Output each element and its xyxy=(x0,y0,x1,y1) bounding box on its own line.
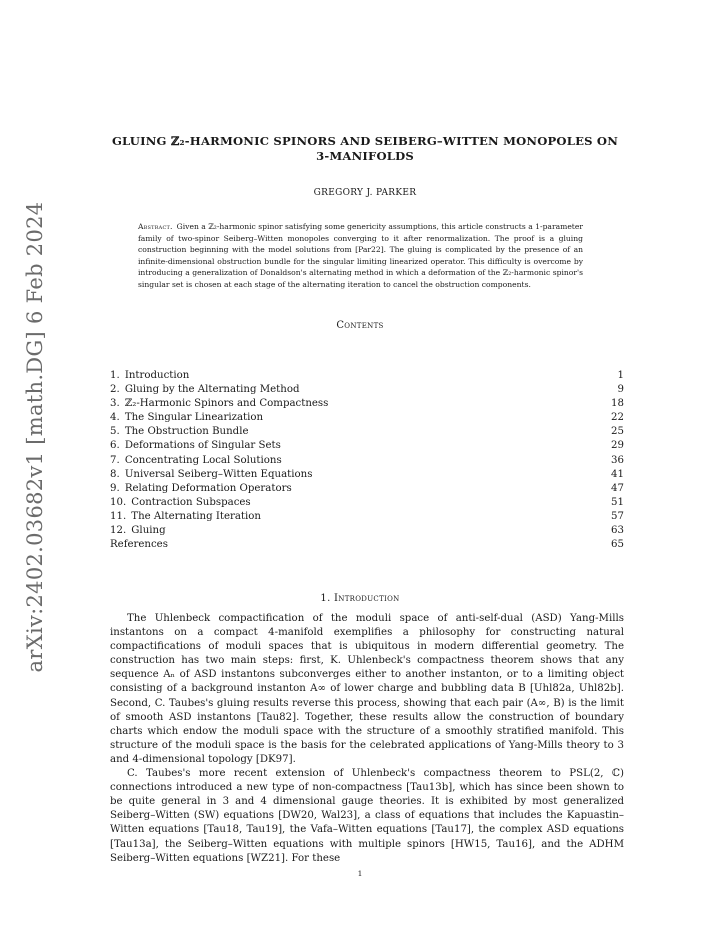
toc-entry[interactable] xyxy=(110,439,624,453)
toc-entry-label: Deformations of Singular Sets xyxy=(124,440,281,452)
toc-entry-label: Contraction Subspaces xyxy=(131,496,251,508)
body-text xyxy=(110,612,624,866)
toc-entry-number: 11. xyxy=(110,510,127,522)
toc-entry[interactable] xyxy=(110,411,624,425)
toc-entry[interactable] xyxy=(110,524,624,538)
toc-entry[interactable] xyxy=(110,454,624,468)
toc-entry-number: 9. xyxy=(110,482,120,494)
toc-entry-number: 12. xyxy=(110,525,127,537)
toc-entry[interactable] xyxy=(110,538,624,552)
toc-entry-label: Gluing xyxy=(131,525,166,537)
toc-entry[interactable] xyxy=(110,510,624,524)
toc-entry-title xyxy=(110,397,328,411)
toc-entry-number: 5. xyxy=(110,426,120,438)
toc-entry-page: 65 xyxy=(611,539,624,551)
toc-entry-number: 2. xyxy=(110,384,120,396)
toc-entry-title xyxy=(110,468,312,482)
toc-entry-page: 63 xyxy=(611,525,624,537)
title-line-1: GLUING ℤ₂-HARMONIC SPINORS AND SEIBERG–WITTEN MONOPOLES ON xyxy=(111,134,619,148)
toc-entry-label: Concentrating Local Solutions xyxy=(124,454,282,466)
toc-entry-title xyxy=(110,510,261,524)
paragraph: C. Taubes's more recent extension of Uhlenbeck's compactness theorem to PSL(2, ℂ) connections introduced a new type of non-compactness [Tau13b], which has since been shown to be quite general in 3 and 4 dimensional gauge theories. It is exhibited by most generalized Seiberg–Witten (SW) equations [DW20, Wal23], a class of equations that includes the Kapuastin–Witten equations [Tau18, Tau19], the Vafa–Witten equations [Tau17], the complex ASD equations [Tau13a], the Seiberg–Witten equations with multiple spinors [HW15, Tau16], and the ADHM Seiberg–Witten equations [WZ21]. For these xyxy=(110,768,624,864)
toc-entry[interactable] xyxy=(110,383,624,397)
toc-entry-title xyxy=(110,369,189,383)
toc-entry-number: 1. xyxy=(110,370,120,381)
toc-entry-title xyxy=(110,411,263,425)
toc-entry-number: 7. xyxy=(110,454,120,466)
toc-entry[interactable] xyxy=(110,468,624,482)
abstract-label: Abstract. xyxy=(138,222,173,231)
toc-entry[interactable] xyxy=(110,496,624,510)
page-number: 1 xyxy=(357,869,363,878)
title-line-2: 3-MANIFOLDS xyxy=(316,149,414,163)
contents-title: Contents xyxy=(336,320,384,331)
paper-title xyxy=(100,134,630,164)
author: GREGORY J. PARKER xyxy=(313,188,417,198)
abstract xyxy=(138,221,583,291)
toc-entry-page: 57 xyxy=(611,510,624,522)
toc-entry-title xyxy=(110,439,281,453)
toc-entry-number: 4. xyxy=(110,412,120,424)
toc-entry-page: 51 xyxy=(611,496,624,508)
toc-entry[interactable] xyxy=(110,369,624,383)
toc-entry-title xyxy=(110,383,300,397)
section-heading: 1. Introduction xyxy=(320,593,400,604)
toc-entry-page: 47 xyxy=(611,482,624,494)
toc-entry-label: Gluing by the Alternating Method xyxy=(124,384,300,396)
toc-entry-title xyxy=(110,454,282,468)
toc-entry-page: 18 xyxy=(611,398,624,410)
toc-entry-page: 25 xyxy=(611,426,624,438)
toc-entry-label: Universal Seiberg–Witten Equations xyxy=(124,468,313,480)
toc-entry-page: 29 xyxy=(611,440,624,452)
toc-entry-title xyxy=(110,482,292,496)
toc-entry[interactable] xyxy=(110,482,624,496)
toc-entry-page: 36 xyxy=(611,454,624,466)
toc-entry-title xyxy=(110,538,168,552)
toc-entry-number: 3. xyxy=(110,398,120,410)
abstract-text: Given a ℤ₂-harmonic spinor satisfying some genericity assumptions, this article constructs a 1-parameter family of two-spinor Seiberg–Witten monopoles converging to it after renormalization. The proof is a gluing construction beginning with the model solutions from [Par22]. The gluing is complicated by the presence of an infinite-dimensional obstruction bundle for the singular limiting linearized operator. This difficulty is overcome by introducing a generalization of Donaldson's alternating method in which a deformation of the ℤ₂-harmonic spinor's singular set is chosen at each stage of the alternating iteration to cancel the obstruction components. xyxy=(138,222,583,289)
toc-entry-page: 22 xyxy=(611,412,624,424)
arxiv-identifier: arXiv:2402.03682v1 [math.DG] 6 Feb 2024 xyxy=(23,201,47,673)
toc-entry[interactable] xyxy=(110,425,624,439)
toc-entry-title xyxy=(110,524,166,538)
toc-entry-label: Relating Deformation Operators xyxy=(124,482,292,494)
toc-entry-label: The Obstruction Bundle xyxy=(124,426,249,438)
toc-entry-label: The Alternating Iteration xyxy=(131,510,261,522)
toc-entry-page: 1 xyxy=(617,370,624,381)
toc-entry-label: The Singular Linearization xyxy=(124,412,264,424)
toc-entry-label: ℤ₂-Harmonic Spinors and Compactness xyxy=(124,398,329,410)
toc-entry-label: References xyxy=(110,539,168,551)
toc-entry-page: 41 xyxy=(611,468,624,480)
toc-entry-title xyxy=(110,425,249,439)
toc-entry-number: 6. xyxy=(110,440,120,452)
toc-entry-title xyxy=(110,496,251,510)
table-of-contents xyxy=(110,369,624,552)
toc-entry-number: 10. xyxy=(110,496,127,508)
toc-entry-label: Introduction xyxy=(124,370,190,381)
toc-entry[interactable] xyxy=(110,397,624,411)
toc-entry-number: 8. xyxy=(110,468,120,480)
paragraph: The Uhlenbeck compactification of the moduli space of anti-self-dual (ASD) Yang-Mills instantons on a compact 4-manifold exemplifies a philosophy for constructing natural compactifications of moduli spaces that is ubiquitous in modern differential geometry. The construction has two main steps: first, K. Uhlenbeck's compactness theorem shows that any sequence Aₙ of ASD instantons subconverges either to another instanton, or to a limiting object consisting of a background instanton A∞ of lower charge and bubbling data B [Uhl82a, Uhl82b]. Second, C. Taubes's gluing results reverse this process, showing that each pair (A∞, B) is the limit of smooth ASD instantons [Tau82]. Together, these results allow the construction of boundary charts which endow the moduli space with the structure of a smoothly stratified manifold. This structure of the moduli space is the basis for the celebrated applications of Yang-Mills theory to 3 and 4-dimensional topology [DK97]. xyxy=(110,613,624,765)
toc-entry-page: 9 xyxy=(617,384,624,396)
